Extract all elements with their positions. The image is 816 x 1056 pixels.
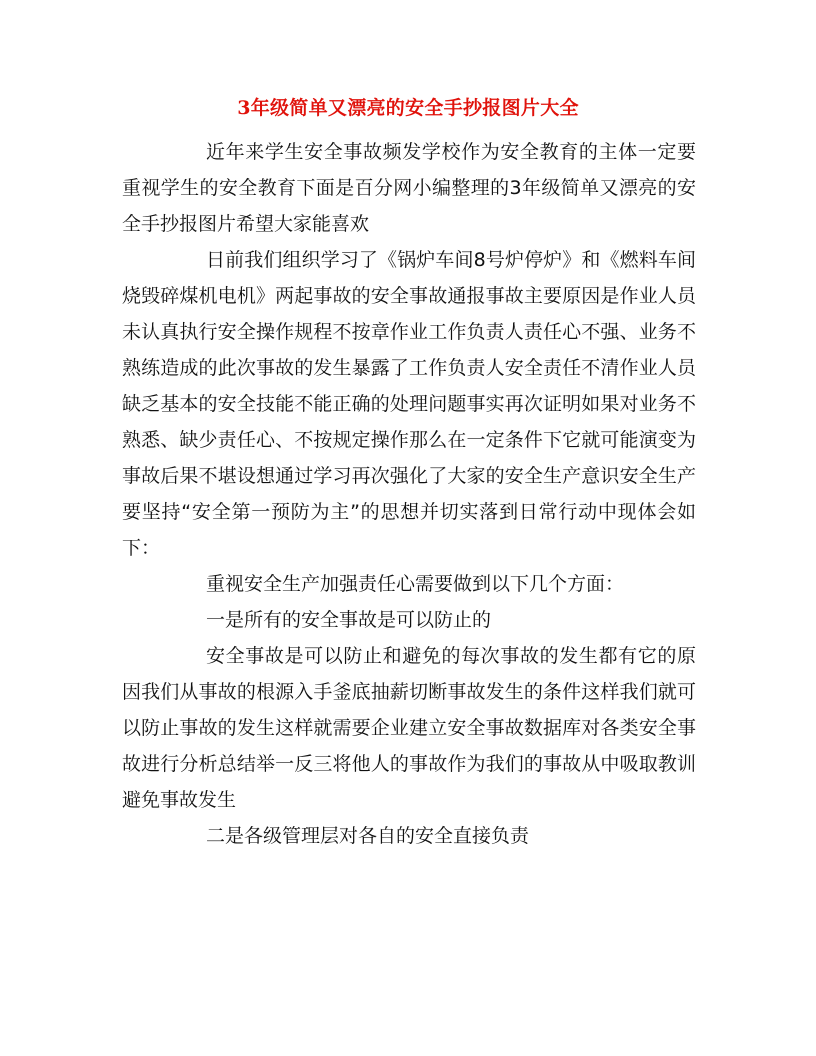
paragraph-aspects-heading: 重视安全生产加强责任心需要做到以下几个方面： — [206, 573, 625, 595]
document-body — [122, 134, 696, 854]
section-heading-one: 一是所有的安全事故是可以防止的 — [206, 609, 492, 631]
paragraph-accident-report: 日前我们组织学习了《锅炉车间8号炉停炉》和《燃料车间烧毁碎煤机电机》两起事故的安全事故通报事故主要原因是作业人员未认真执行安全操作规程不按章作业工作负责人责任心不强、业务不熟练造成的此次事故的发生暴露了工作负责人安全责任不清作业人员缺乏基本的安全技能不能正确的处理问题事实再次证明如果对业务不熟悉、缺少责任心、不按规定操作那么在一定条件下它就可能演变为事故后果不堪设想通过学习再次强化了大家的安全生产意识安全生产要坚持“安全第一预防为主”的思想并切实落到日常行动中现体会如下： — [122, 249, 696, 559]
document-title: 3年级简单又漂亮的安全手抄报图片大全 — [237, 97, 579, 119]
section-heading-two: 二是各级管理层对各自的安全直接负责 — [206, 825, 530, 847]
paragraph-intro: 近年来学生安全事故频发学校作为安全教育的主体一定要重视学生的安全教育下面是百分网小编整理的3年级简单又漂亮的安全手抄报图片希望大家能喜欢 — [122, 141, 696, 235]
paragraph-prevention: 安全事故是可以防止和避免的每次事故的发生都有它的原因我们从事故的根源入手釜底抽薪切断事故发生的条件这样我们就可以防止事故的发生这样就需要企业建立安全事故数据库对各类安全事故进行分析总结举一反三将他人的事故作为我们的事故从中吸取教训避免事故发生 — [122, 645, 696, 811]
